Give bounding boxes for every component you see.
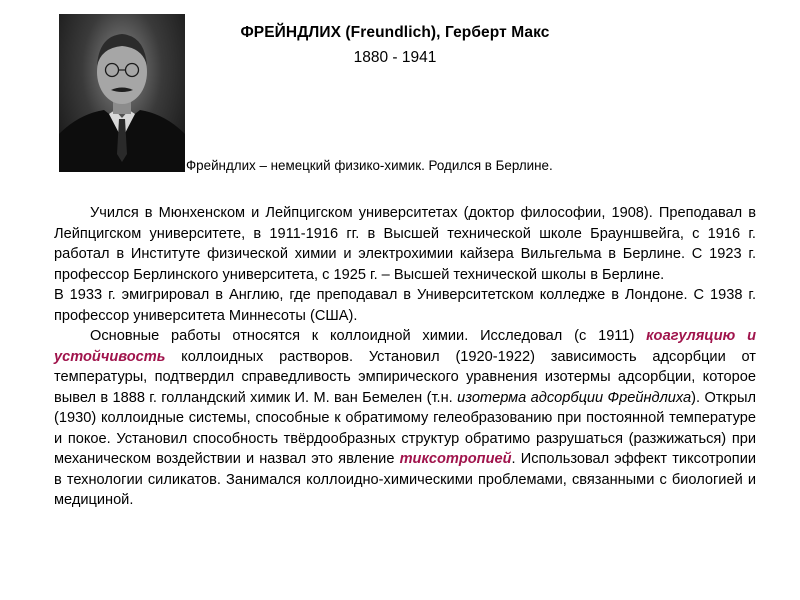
- life-years: 1880 - 1941: [353, 49, 437, 66]
- biography-text: [54, 203, 756, 511]
- research-text-2: коллоидных растворов. Установил (1920-1922) зависимость адсорбции от температуры, подтвердил справедливость эмпирического уравнения изотермы адсорбции, которое вывел в 1888 г. голландский химик И. М. ван Бемелен (т.н.: [54, 348, 756, 406]
- paragraph-emigration: В 1933 г. эмигрировал в Англию, где преподавал в Университетском колледже в Лондоне. С 1938 г. профессор университета Миннесоты (США).: [54, 287, 756, 324]
- research-text-3: ). Открыл (1930) коллоидные системы, способные к обратимому гелеобразованию при постоянной температуре и покое. Установил способность твёрдообразных структур обратимо разрушаться (разжижаться) при механическом воздействии и назвал это явление: [54, 389, 756, 467]
- intro-line: Фрейндлих – немецкий физико-химик. Родился в Берлине.: [186, 158, 553, 173]
- portrait-photo: [59, 14, 185, 172]
- highlight-thixotropy: тиксотропией: [399, 451, 512, 467]
- portrait-figure: [59, 14, 185, 172]
- research-text-4: . Использовал эффект тиксотропии в технологии силикатов. Занимался коллоидно-химическими проблемами, связанными с биологией и медициной.: [54, 451, 756, 508]
- paragraph-education: Учился в Мюнхенском и Лейпцигском университетах (доктор философии, 1908). Преподавал в Лейпцигском университете, в 1911-1916 гг. в Высшей технической школе Брауншвейга, с 1916 г. работал в Институте физической химии и электрохимии кайзера Вильгельма в Берлине. С 1923 г. профессор Берлинского университета, с 1925 г. – Высшей технической школы в Берлине.: [54, 205, 756, 283]
- highlight-coagulation: коагуляцию и устойчивость: [54, 328, 756, 365]
- freundlich-isotherm-term: изотерма адсорбции Фрейндлиха: [457, 389, 692, 406]
- research-text-1: Основные работы относятся к коллоидной химии. Исследовал (с 1911): [90, 328, 647, 344]
- paragraph-research: [54, 326, 756, 511]
- page-title: ФРЕЙНДЛИХ (Freundlich), Герберт Макс: [240, 24, 550, 41]
